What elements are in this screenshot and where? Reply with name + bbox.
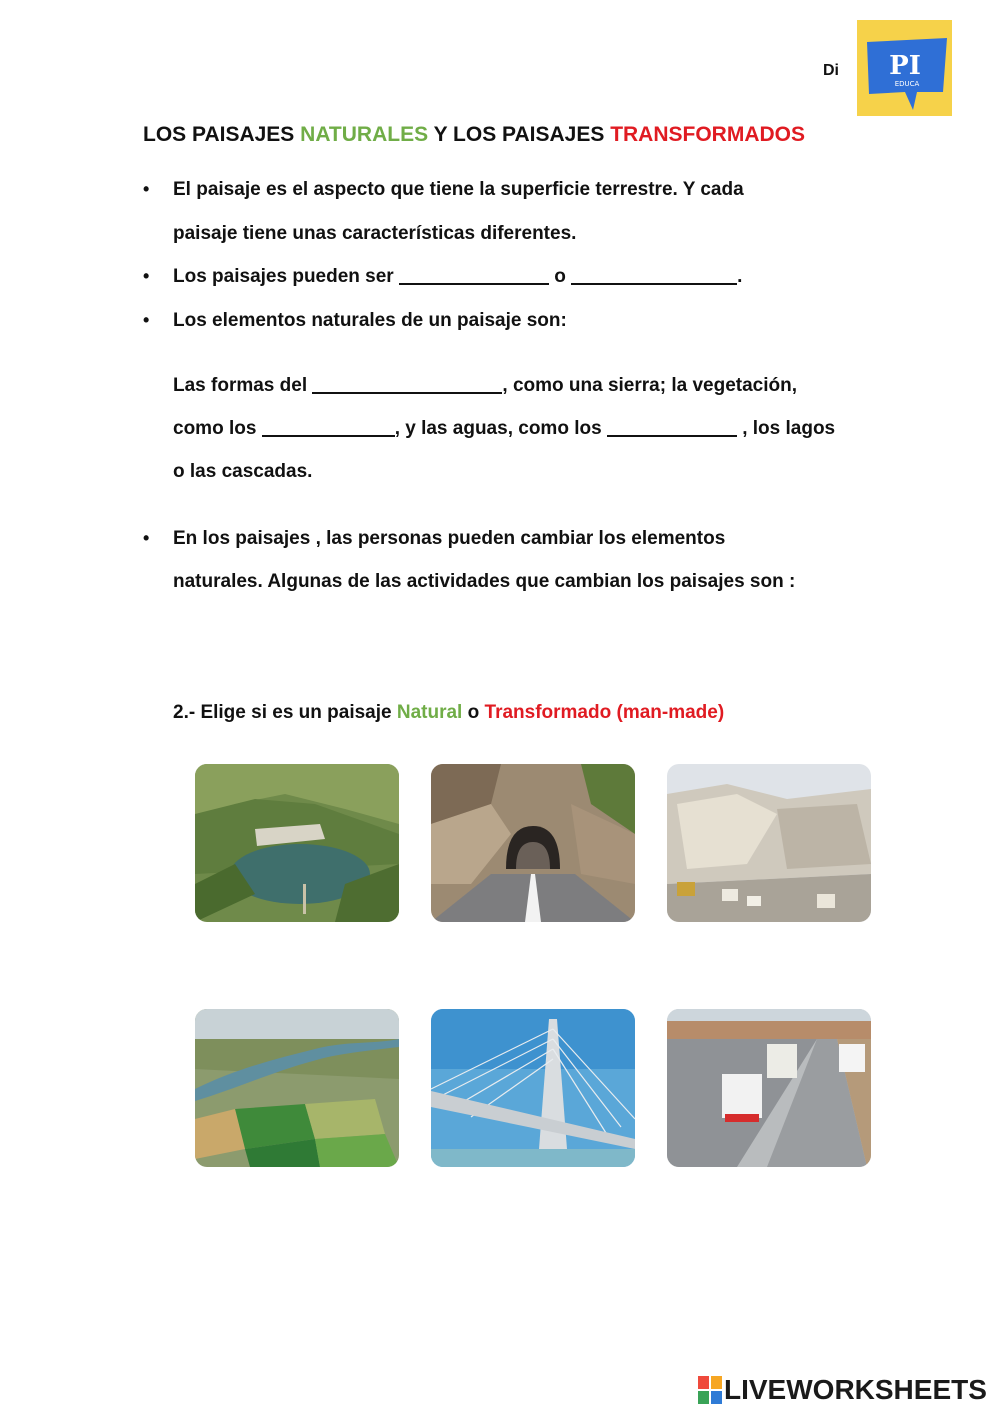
- p2-text-b: o: [548, 266, 572, 287]
- p4-text-e: , los lagos: [736, 418, 836, 439]
- blank-paisaje-2[interactable]: [571, 281, 737, 285]
- photo-cable-bridge[interactable]: [431, 1009, 635, 1167]
- logo-subtext: EDUCA: [894, 80, 920, 88]
- photo-farmland-river[interactable]: [195, 1009, 399, 1167]
- bullet-1: •: [143, 179, 150, 199]
- photo-highway-trucks[interactable]: [667, 1009, 871, 1167]
- paragraph-1-line-1: El paisaje es el aspecto que tiene la superficie terrestre. Y cada: [173, 179, 744, 200]
- blank-vegetacion[interactable]: [262, 433, 395, 437]
- bullet-3: •: [143, 310, 150, 330]
- p2-text-a: Los paisajes pueden ser: [173, 266, 399, 287]
- name-label: Di: [823, 62, 839, 79]
- page-title: [143, 123, 805, 147]
- paragraph-4-line-1: [173, 375, 797, 397]
- pi-educa-logo: [857, 20, 952, 116]
- p4-text-d: , y las aguas, como los: [394, 418, 607, 439]
- paragraph-5-line-2: naturales. Algunas de las actividades que cambian los paisajes son :: [173, 571, 796, 592]
- blank-relieve[interactable]: [312, 390, 502, 394]
- paragraph-1-line-2: paisaje tiene unas características diferentes.: [173, 223, 577, 244]
- paragraph-4-line-2: [173, 418, 835, 440]
- q2-prefix: 2.- Elige si es un paisaje: [173, 702, 397, 723]
- photo-road-tunnel[interactable]: [431, 764, 635, 922]
- p4-text-b: , como una sierra; la vegetación,: [502, 375, 797, 396]
- title-part1: LOS PAISAJES: [143, 123, 301, 146]
- question-2: [173, 702, 724, 724]
- bullet-2: •: [143, 266, 150, 286]
- p4-text-c: como los: [173, 418, 262, 439]
- photo-reservoir-dam[interactable]: [195, 764, 399, 922]
- q2-transformado: Transformado (man-made): [484, 702, 725, 723]
- title-part2: Y LOS PAISAJES: [428, 123, 611, 146]
- liveworksheets-text: LIVEWORKSHEETS: [724, 1374, 987, 1405]
- paragraph-2: [173, 266, 742, 288]
- bullet-4: •: [143, 528, 150, 548]
- logo-text: PI: [889, 51, 921, 81]
- photo-marble-quarry[interactable]: [667, 764, 871, 922]
- paragraph-3: Los elementos naturales de un paisaje son:: [173, 310, 567, 331]
- blank-paisaje-1[interactable]: [399, 281, 549, 285]
- title-transformados: TRANSFORMADOS: [610, 123, 806, 146]
- title-naturales: NATURALES: [300, 123, 429, 146]
- paragraph-4-line-3: o las cascadas.: [173, 461, 313, 482]
- liveworksheets-logo-icon: [698, 1376, 722, 1404]
- liveworksheets-brand: [698, 1374, 987, 1406]
- p4-text-a: Las formas del: [173, 375, 313, 396]
- paragraph-5-line-1: En los paisajes , las personas pueden cambiar los elementos: [173, 528, 726, 549]
- q2-middle: o: [462, 702, 485, 723]
- q2-natural: Natural: [396, 702, 463, 723]
- p2-text-c: .: [737, 266, 743, 287]
- blank-aguas[interactable]: [607, 433, 737, 437]
